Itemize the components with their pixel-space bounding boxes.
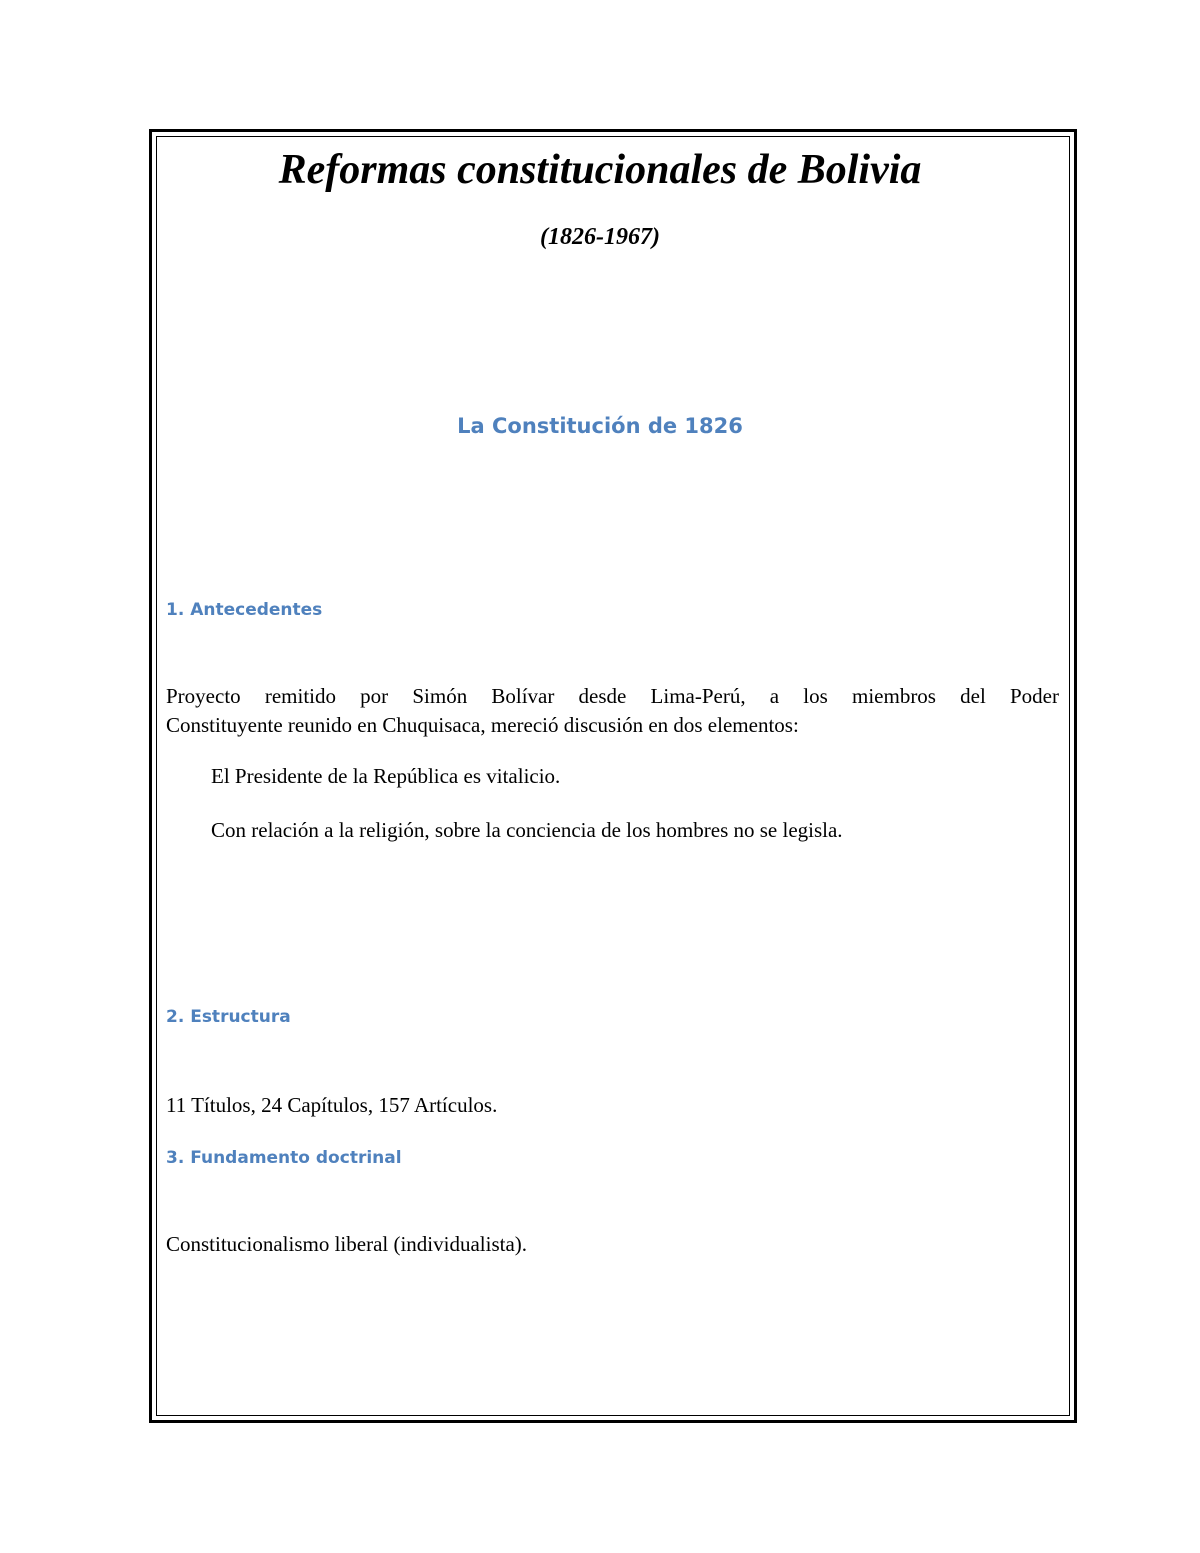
paragraph-antecedentes	[166, 682, 1059, 740]
paragraph-line: Constituyente reunido en Chuquisaca, mereció discusión en dos elementos:	[166, 713, 799, 737]
document-subtitle: (1826-1967)	[540, 224, 660, 250]
paragraph-line: Proyecto remitido por Simón Bolívar desde Lima-Perú, a los miembros del Poder	[166, 684, 1059, 708]
text-estructura: 11 Títulos, 24 Capítulos, 157 Artículos.	[166, 1093, 498, 1117]
section-title: La Constitución de 1826	[457, 414, 743, 438]
list-item-religion: Con relación a la religión, sobre la conciencia de los hombres no se legisla.	[211, 818, 843, 842]
list-item-presidente: El Presidente de la República es vitalicio.	[211, 764, 561, 788]
heading-fundamento-doctrinal: 3. Fundamento doctrinal	[166, 1148, 402, 1168]
document-title: Reformas constitucionales de Bolivia	[278, 147, 922, 193]
heading-antecedentes: 1. Antecedentes	[166, 600, 323, 620]
heading-estructura: 2. Estructura	[166, 1007, 291, 1027]
text-fundamento-doctrinal: Constitucionalismo liberal (individualista).	[166, 1232, 528, 1256]
